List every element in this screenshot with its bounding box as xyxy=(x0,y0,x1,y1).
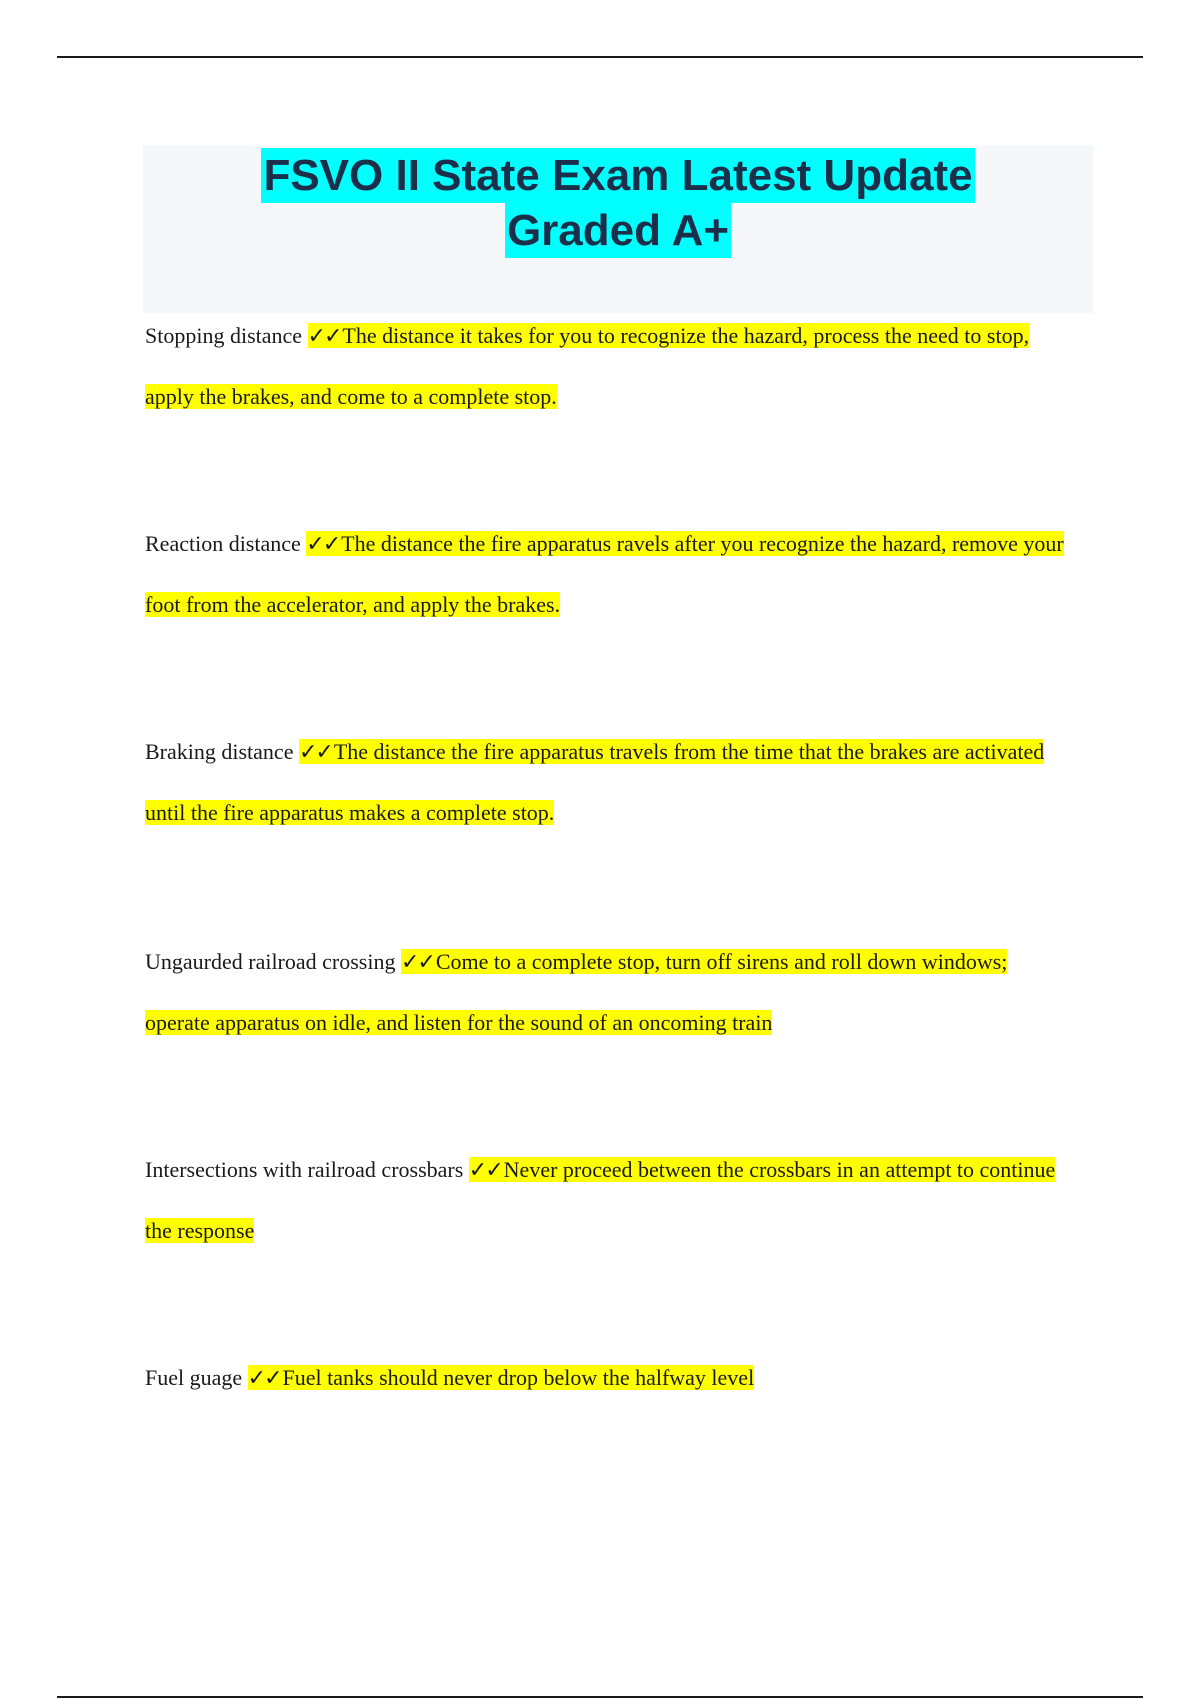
document-title-line-2: Graded A+ xyxy=(505,203,731,258)
flashcard-entry xyxy=(145,722,1075,843)
header-rule xyxy=(57,56,1143,58)
double-check-icon: ✓✓ xyxy=(298,740,332,765)
double-check-icon: ✓✓ xyxy=(247,1366,281,1391)
title-block xyxy=(143,145,1093,313)
entry-term: Intersections with railroad crossbars xyxy=(145,1157,464,1182)
footer-rule xyxy=(57,1696,1143,1698)
entry-answer-highlight xyxy=(248,1365,755,1390)
double-check-icon: ✓✓ xyxy=(400,950,434,975)
double-check-icon: ✓✓ xyxy=(468,1158,502,1183)
entry-answer: The distance the fire apparatus ravels after you recognize the hazard, remove your foot from the accelerator, and apply the brakes. xyxy=(145,531,1064,617)
entry-answer: The distance the fire apparatus travels from the time that the brakes are activated until the fire apparatus makes a complete stop. xyxy=(145,739,1045,825)
flashcard-entry xyxy=(145,306,1075,427)
double-check-icon: ✓✓ xyxy=(307,324,341,349)
entry-answer: Come to a complete stop, turn off sirens and roll down windows; operate apparatus on idle, and listen for the sound of an oncoming train xyxy=(145,949,1008,1035)
flashcard-entry xyxy=(145,1348,1075,1409)
entry-term: Braking distance xyxy=(145,739,294,764)
entry-term: Stopping distance xyxy=(145,323,303,348)
entry-answer: The distance it takes for you to recognize the hazard, process the need to stop, apply the brakes, and come to a complete stop. xyxy=(145,323,1030,409)
entry-term: Ungaurded railroad crossing xyxy=(145,949,396,974)
flashcard-entry xyxy=(145,514,1075,635)
entry-term: Reaction distance xyxy=(145,531,301,556)
entry-term: Fuel guage xyxy=(145,1365,243,1390)
document-title-line-1: FSVO II State Exam Latest Update xyxy=(261,148,974,203)
entry-answer: Fuel tanks should never drop below the halfway level xyxy=(282,1365,755,1390)
double-check-icon: ✓✓ xyxy=(306,532,340,557)
entry-answer: Never proceed between the crossbars in an attempt to continue the response xyxy=(145,1157,1056,1243)
flashcard-entry xyxy=(145,932,1075,1053)
flashcard-entry xyxy=(145,1140,1075,1261)
